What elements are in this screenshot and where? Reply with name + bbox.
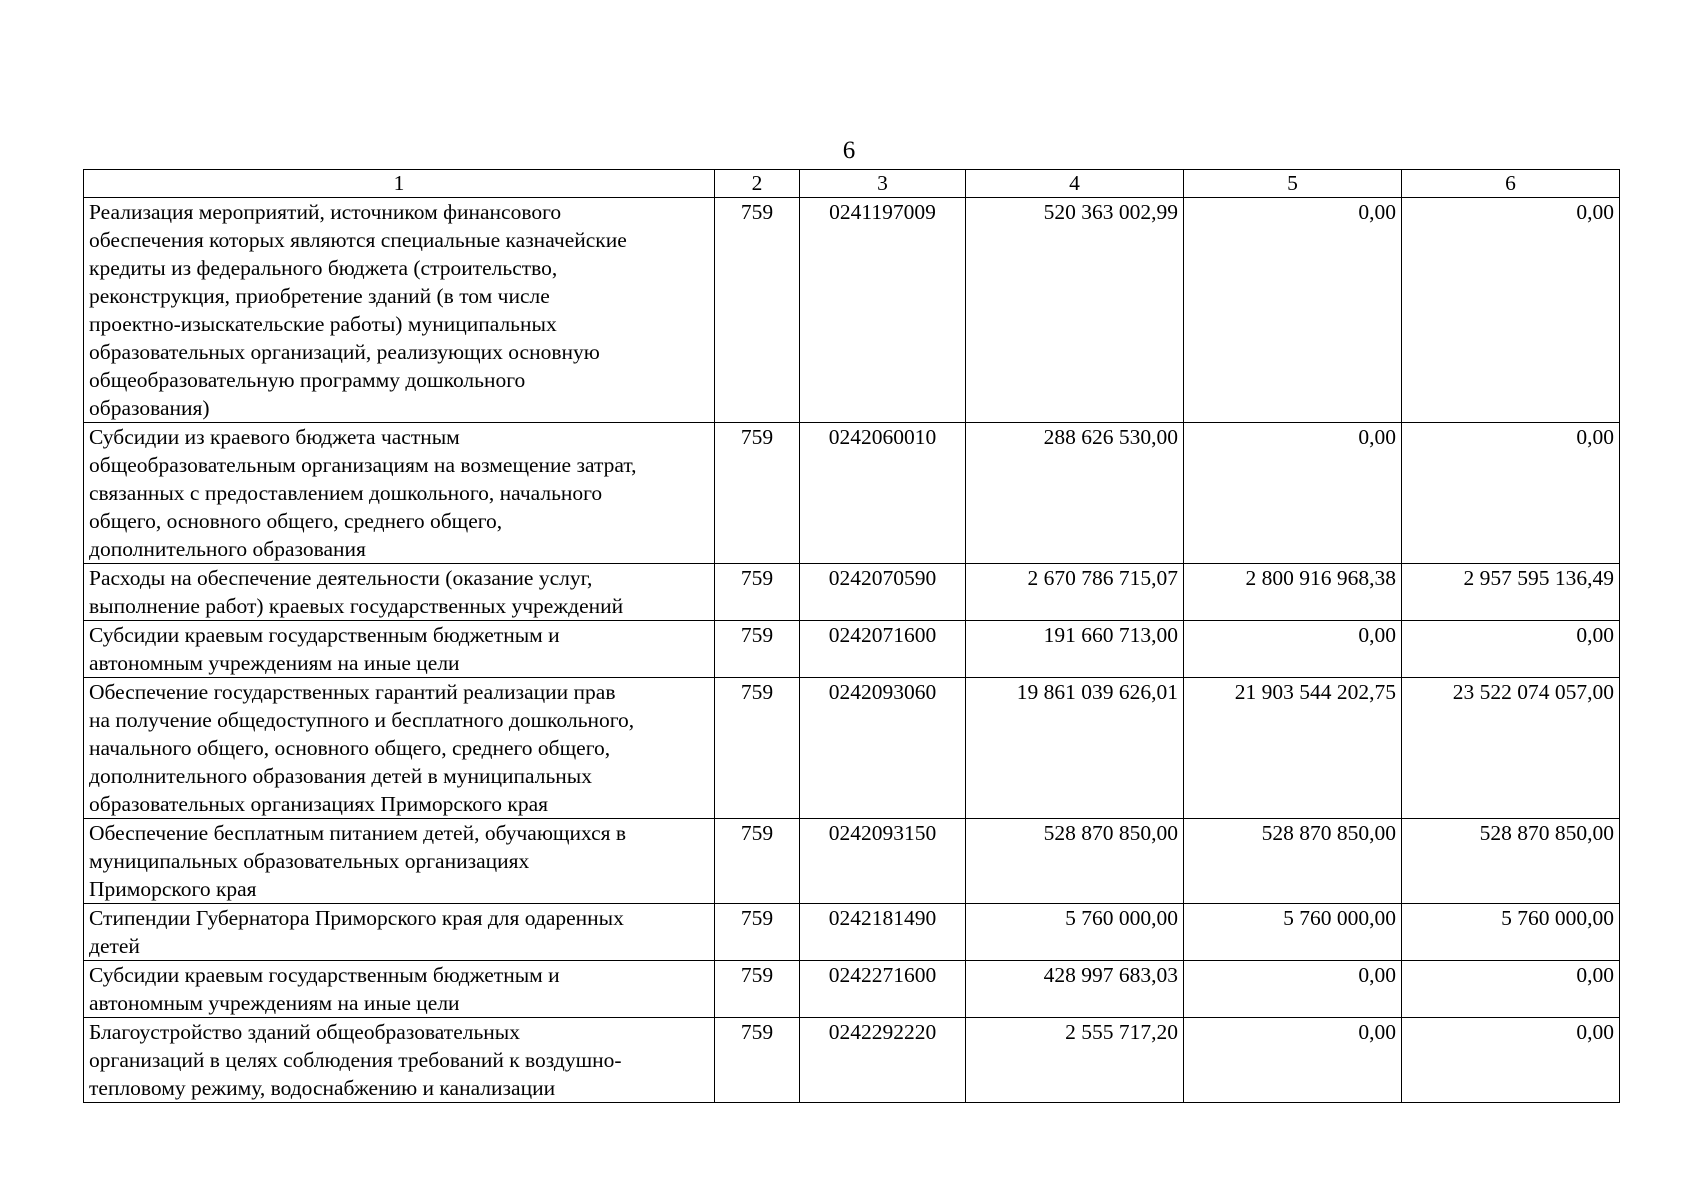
description-line: связанных с предоставлением дошкольного, начального: [89, 481, 603, 505]
admin-code: 759: [715, 423, 800, 564]
amount-col-6: 23 522 074 057,00: [1402, 678, 1620, 819]
amount-col-4: 19 861 039 626,01: [966, 678, 1184, 819]
amount-col-5: 5 760 000,00: [1184, 904, 1402, 961]
table-row: [84, 904, 1620, 961]
description-line: Реализация мероприятий, источником финансового: [89, 200, 562, 224]
budget-table: [83, 169, 1620, 1103]
target-article-code: 0242093150: [800, 819, 966, 904]
table-row: [84, 621, 1620, 678]
description-line: начального общего, основного общего, среднего общего,: [89, 736, 611, 760]
column-header: 4: [966, 170, 1184, 198]
description-line: автономным учреждениям на иные цели: [89, 651, 460, 675]
row-description: [84, 961, 715, 1018]
amount-col-5: 0,00: [1184, 961, 1402, 1018]
table-row: [84, 961, 1620, 1018]
amount-col-6: 0,00: [1402, 423, 1620, 564]
target-article-code: 0242093060: [800, 678, 966, 819]
admin-code: 759: [715, 961, 800, 1018]
description-line: образовательных организациях Приморского края: [89, 792, 549, 816]
amount-col-4: 528 870 850,00: [966, 819, 1184, 904]
target-article-code: 0242060010: [800, 423, 966, 564]
admin-code: 759: [715, 1018, 800, 1103]
amount-col-6: 2 957 595 136,49: [1402, 564, 1620, 621]
amount-col-5: 0,00: [1184, 1018, 1402, 1103]
amount-col-5: 528 870 850,00: [1184, 819, 1402, 904]
target-article-code: 0242071600: [800, 621, 966, 678]
description-line: общего, основного общего, среднего общего,: [89, 509, 503, 533]
row-description: [84, 564, 715, 621]
column-header: 1: [84, 170, 715, 198]
amount-col-6: 528 870 850,00: [1402, 819, 1620, 904]
description-line: детей: [89, 934, 140, 958]
row-description: [84, 1018, 715, 1103]
column-number-row: [84, 170, 1620, 198]
description-line: Приморского края: [89, 877, 257, 901]
amount-col-6: 0,00: [1402, 198, 1620, 423]
description-line: общеобразовательным организациям на возмещение затрат,: [89, 453, 637, 477]
description-line: Субсидии из краевого бюджета частным: [89, 425, 460, 449]
description-line: Субсидии краевым государственным бюджетным и: [89, 623, 560, 647]
table-row: [84, 1018, 1620, 1103]
amount-col-4: 191 660 713,00: [966, 621, 1184, 678]
row-description: [84, 819, 715, 904]
table-row: [84, 564, 1620, 621]
target-article-code: 0242181490: [800, 904, 966, 961]
table-row: [84, 198, 1620, 423]
amount-col-5: 0,00: [1184, 423, 1402, 564]
target-article-code: 0242070590: [800, 564, 966, 621]
amount-col-6: 0,00: [1402, 1018, 1620, 1103]
amount-col-4: 428 997 683,03: [966, 961, 1184, 1018]
description-line: Субсидии краевым государственным бюджетным и: [89, 963, 560, 987]
admin-code: 759: [715, 678, 800, 819]
admin-code: 759: [715, 564, 800, 621]
amount-col-4: 520 363 002,99: [966, 198, 1184, 423]
row-description: [84, 621, 715, 678]
description-line: автономным учреждениям на иные цели: [89, 991, 460, 1015]
amount-col-5: 2 800 916 968,38: [1184, 564, 1402, 621]
description-line: Обеспечение бесплатным питанием детей, обучающихся в: [89, 821, 627, 845]
amount-col-4: 288 626 530,00: [966, 423, 1184, 564]
description-line: общеобразовательную программу дошкольного: [89, 368, 526, 392]
description-line: образовательных организаций, реализующих основную: [89, 340, 600, 364]
description-line: образования): [89, 396, 210, 420]
row-description: [84, 198, 715, 423]
description-line: на получение общедоступного и бесплатного дошкольного,: [89, 708, 635, 732]
description-line: кредиты из федерального бюджета (строительство,: [89, 256, 558, 280]
description-line: реконструкция, приобретение зданий (в том числе: [89, 284, 550, 308]
description-line: дополнительного образования детей в муниципальных: [89, 764, 593, 788]
description-line: Стипендии Губернатора Приморского края для одаренных: [89, 906, 624, 930]
amount-col-4: 2 555 717,20: [966, 1018, 1184, 1103]
table-row: [84, 819, 1620, 904]
row-description: [84, 423, 715, 564]
description-line: организаций в целях соблюдения требований к воздушно-: [89, 1048, 622, 1072]
column-header: 2: [715, 170, 800, 198]
amount-col-5: 0,00: [1184, 198, 1402, 423]
table-row: [84, 678, 1620, 819]
description-line: муниципальных образовательных организациях: [89, 849, 530, 873]
row-description: [84, 678, 715, 819]
description-line: проектно-изыскательские работы) муниципальных: [89, 312, 557, 336]
table-row: [84, 423, 1620, 564]
admin-code: 759: [715, 198, 800, 423]
description-line: Благоустройство зданий общеобразовательных: [89, 1020, 520, 1044]
column-header: 3: [800, 170, 966, 198]
target-article-code: 0242292220: [800, 1018, 966, 1103]
description-line: выполнение работ) краевых государственных учреждений: [89, 594, 624, 618]
amount-col-4: 2 670 786 715,07: [966, 564, 1184, 621]
column-header: 6: [1402, 170, 1620, 198]
amount-col-6: 5 760 000,00: [1402, 904, 1620, 961]
page-number: 6: [842, 137, 856, 164]
description-line: Расходы на обеспечение деятельности (оказание услуг,: [89, 566, 593, 590]
column-header: 5: [1184, 170, 1402, 198]
amount-col-6: 0,00: [1402, 961, 1620, 1018]
amount-col-5: 0,00: [1184, 621, 1402, 678]
target-article-code: 0241197009: [800, 198, 966, 423]
admin-code: 759: [715, 621, 800, 678]
amount-col-4: 5 760 000,00: [966, 904, 1184, 961]
description-line: Обеспечение государственных гарантий реализации прав: [89, 680, 616, 704]
admin-code: 759: [715, 819, 800, 904]
admin-code: 759: [715, 904, 800, 961]
row-description: [84, 904, 715, 961]
description-line: обеспечения которых являются специальные казначейские: [89, 228, 627, 252]
target-article-code: 0242271600: [800, 961, 966, 1018]
description-line: дополнительного образования: [89, 537, 366, 561]
amount-col-5: 21 903 544 202,75: [1184, 678, 1402, 819]
description-line: тепловому режиму, водоснабжению и канализации: [89, 1076, 556, 1100]
amount-col-6: 0,00: [1402, 621, 1620, 678]
